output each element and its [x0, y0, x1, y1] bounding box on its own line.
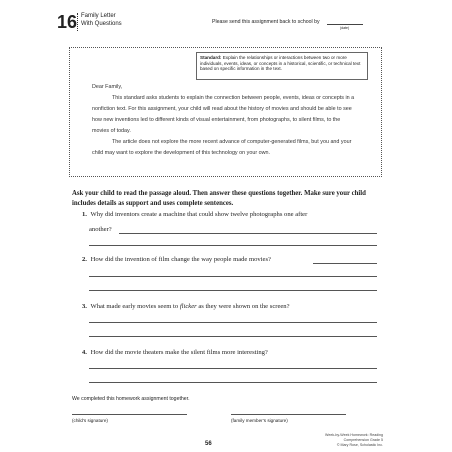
answer-line-3b[interactable]: [89, 336, 377, 337]
credit-line-1: Week-by-Week Homework: Reading Comprehension Grade 5: [325, 433, 383, 442]
question-3: [82, 303, 290, 310]
question-4-number: 4.: [82, 349, 87, 356]
question-4-text: How did the movie theaters make the silent films more interesting?: [90, 349, 268, 356]
question-1: [82, 211, 307, 218]
section-title-line2: With Questions: [81, 20, 122, 27]
family-signature-line[interactable]: [231, 414, 346, 415]
family-letter: [92, 82, 357, 159]
question-3-text-after: as they were shown on the screen?: [196, 303, 290, 310]
completion-statement: We completed this homework assignment together.: [72, 396, 190, 402]
child-signature-line[interactable]: [72, 414, 187, 415]
instructions: Ask your child to read the passage aloud. Then answer these questions together. Make sure your child includes details as support and uses complete sentences.: [72, 190, 366, 207]
answer-line-2b[interactable]: [89, 276, 377, 277]
question-2: [82, 256, 271, 263]
standard-text: Explain the relationships or interactions between two or more individuals, events, ideas, or concepts in a historical, scientific, or technical text based on specific information in the text.: [200, 55, 361, 72]
question-2-number: 2.: [82, 256, 87, 263]
send-back-instruction: Please send this assignment back to school by: [212, 19, 320, 25]
question-4: [82, 349, 268, 356]
question-3-number: 3.: [82, 303, 87, 310]
answer-line-1b[interactable]: [89, 245, 377, 246]
section-title: [81, 13, 122, 28]
date-field-line[interactable]: [327, 24, 363, 25]
answer-line-4b[interactable]: [89, 382, 377, 383]
question-1-continued: another?: [89, 226, 112, 233]
section-title-line1: Family Letter: [81, 13, 116, 19]
credit-line-2: © Mary Rose, Scholastic Inc.: [336, 443, 383, 447]
question-3-emphasis: flicker: [179, 303, 197, 310]
question-1-number: 1.: [82, 211, 87, 218]
letter-salutation: Dear Family,: [92, 84, 123, 90]
page-number: 16: [57, 12, 78, 32]
question-1-text: Why did inventors create a machine that could show twelve photographs one after: [90, 211, 308, 218]
letter-paragraph-2: The article does not explore the more recent advance of computer-generated films, but you and your child may want to explore the development of this technology on your own.: [92, 139, 352, 156]
standard-label: Standard:: [200, 55, 222, 60]
question-2-text: How did the invention of film change the way people made movies?: [90, 256, 271, 263]
answer-line-1a[interactable]: [119, 233, 377, 234]
answer-line-2c[interactable]: [89, 290, 377, 291]
header-divider: [77, 13, 78, 31]
credit-line: [303, 433, 383, 448]
standard-box: [196, 52, 368, 80]
question-3-text-before: What made early movies seem to: [90, 303, 180, 310]
answer-line-2a[interactable]: [313, 263, 377, 264]
answer-line-4a[interactable]: [89, 368, 377, 369]
child-signature-label: (child’s signature): [72, 418, 108, 423]
answer-line-3a[interactable]: [89, 322, 377, 323]
footer-page-number: 56: [205, 441, 212, 447]
date-caption: (date): [340, 26, 350, 30]
family-signature-label: (family member’s signature): [231, 418, 288, 423]
letter-paragraph-1: This standard asks students to explain the connection between people, events, ideas or concepts in a nonfiction text. For this assignment, your child will read about the history of movies and should be able to see how new inventions led to different kinds of visual entertainment, from photographs, to silent films, to the movies of today.: [92, 95, 355, 134]
